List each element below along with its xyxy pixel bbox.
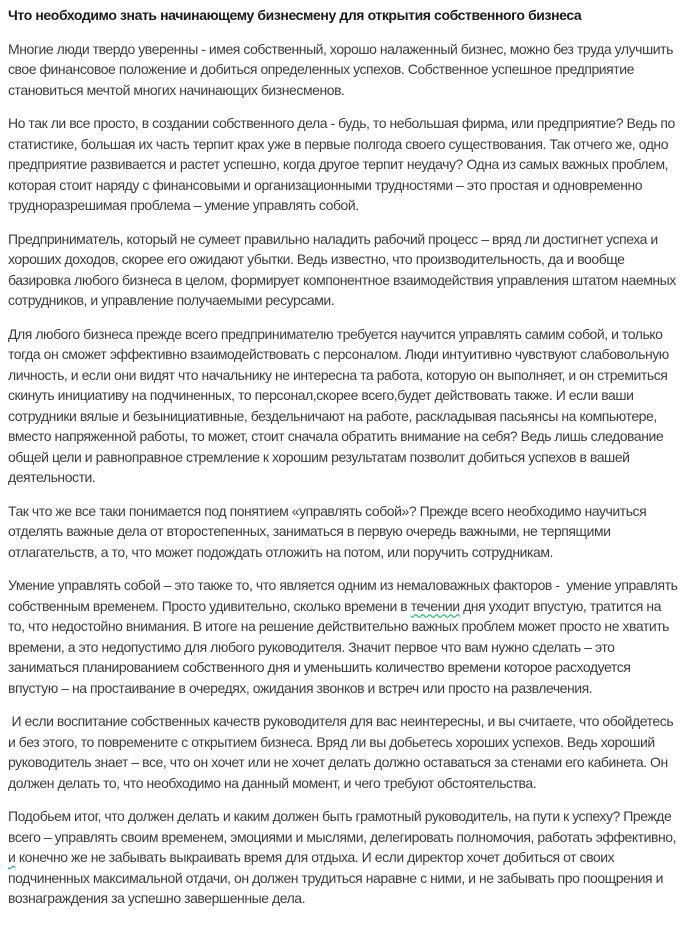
document-title: Что необходимо знать начинающему бизнесмену для открытия собственного бизнеса	[8, 7, 582, 23]
paragraph	[8, 711, 680, 793]
text-run: конечно же не забывать выкраивать время для отдыха. И если директор хочет добиться от своих подчиненных максимальной отдачи, он должен трудиться наравне с ними, и не забывать про поощрения и вознаграждения за успешно завершенные дела.	[8, 849, 667, 906]
paragraph	[8, 806, 680, 909]
text-run: Умение управлять собой – это также то, что является одним из немаловажных факторов - умение управлять собственным временем. Просто удивительно, сколько времени в	[8, 577, 681, 614]
grammar-flagged-word: течении	[410, 597, 460, 614]
text-run: дня уходит впустую, тратится на то, что недостойно внимания. В итоге на решение действительно важных проблем может просто не хватить времени, а это недопустимо для любого руководителя. Значит первое что вам нужно сделать – это заниматься планированием собственного дня и уменьшить количество времени которое расходуется впустую – на простаивание в очередях, ожидания звонков и встреч или просто на развлечения.	[8, 597, 673, 696]
text-run: Но так ли все просто, в создании собственного дела - будь, то небольшая фирма, или предприятие? Ведь по статистике, большая их часть терпит крах уже в первые полгода своего существования. Так отчего же, одно предприятие развивается и растет успешно, когда другое терпит неудачу? Одна из самых важных проблем, которая стоит наряду с финансовыми и организационными трудностями – это простая и одновременно трудноразрешимая проблема – умение управлять собой.	[8, 115, 679, 213]
paragraph	[8, 324, 680, 488]
paragraph	[8, 113, 680, 216]
paragraph	[8, 575, 680, 698]
document-body	[8, 39, 680, 909]
text-run: Многие люди твердо уверенны - имея собственный, хорошо налаженный бизнес, можно без труда улучшить свое финансовое положение и добиться определенных успехов. Собственное успешное предприятие становиться мечтой многих начинающих бизнесменов.	[8, 40, 677, 98]
text-run: Подобьем итог, что должен делать и каким должен быть грамотный руководитель, на пути к успеху? Прежде всего – управлять своим временем, эмоциями и мыслями, делегировать полномочия, работать эффективно,	[8, 808, 680, 845]
text-run: И если воспитание собственных качеств руководителя для вас неинтересны, и вы считаете, что обойдетесь и без этого, то повремените с открытием бизнеса. Вряд ли вы добьетесь хороших успехов. Ведь хороший руководитель знает – все, что он хочет или не хочет делать должно оставаться за стенами его кабинета. Он должен делать то, что необходимо на данный момент, и чего требуют обстоятельства.	[8, 713, 677, 791]
paragraph	[8, 39, 680, 101]
text-run: Для любого бизнеса прежде всего предпринимателю требуется научится управлять самим собой, и только тогда он сможет эффективно взаимодействовать с персоналом. Люди интуитивно чувствуют слабовольную личность, и если они видят что начальнику не интересна та работа, которую он выполняет, и он стремиться скинуть инициативу на подчиненных, то персонал,скорее всего,будет действовать также. И если ваши сотрудники вялые и безынициативные, бездельничают на работе, раскладывая пасьянсы на компьютере, вместо напряженной работы, то может, стоит сначала обратить внимание на себя? Ведь лишь следование общей цели и равноправное стремление к хорошим результатам позволит добиться успехов в вашей деятельности.	[8, 325, 673, 485]
text-run: Предприниматель, который не сумеет правильно наладить рабочий процесс – вряд ли достигнет успеха и хороших доходов, скорее его ожидают убытки. Ведь известно, что производительность, да и вообще базировка любого бизнеса в целом, формирует компонентное взаимодействия управления штатом наемных сотрудников, и управление получаемыми ресурсами.	[8, 230, 680, 308]
paragraph	[8, 229, 680, 311]
text-run: Так что же все таки понимается под понятием «управлять собой»? Прежде всего необходимо научиться отделять важные дела от второстепенных, заниматься в первую очередь важными, не терпящими отлагательств, а то, что может подождать отложить на потом, или поручить сотрудникам.	[8, 502, 650, 560]
grammar-flagged-word: и	[8, 849, 16, 865]
paragraph	[8, 501, 680, 563]
